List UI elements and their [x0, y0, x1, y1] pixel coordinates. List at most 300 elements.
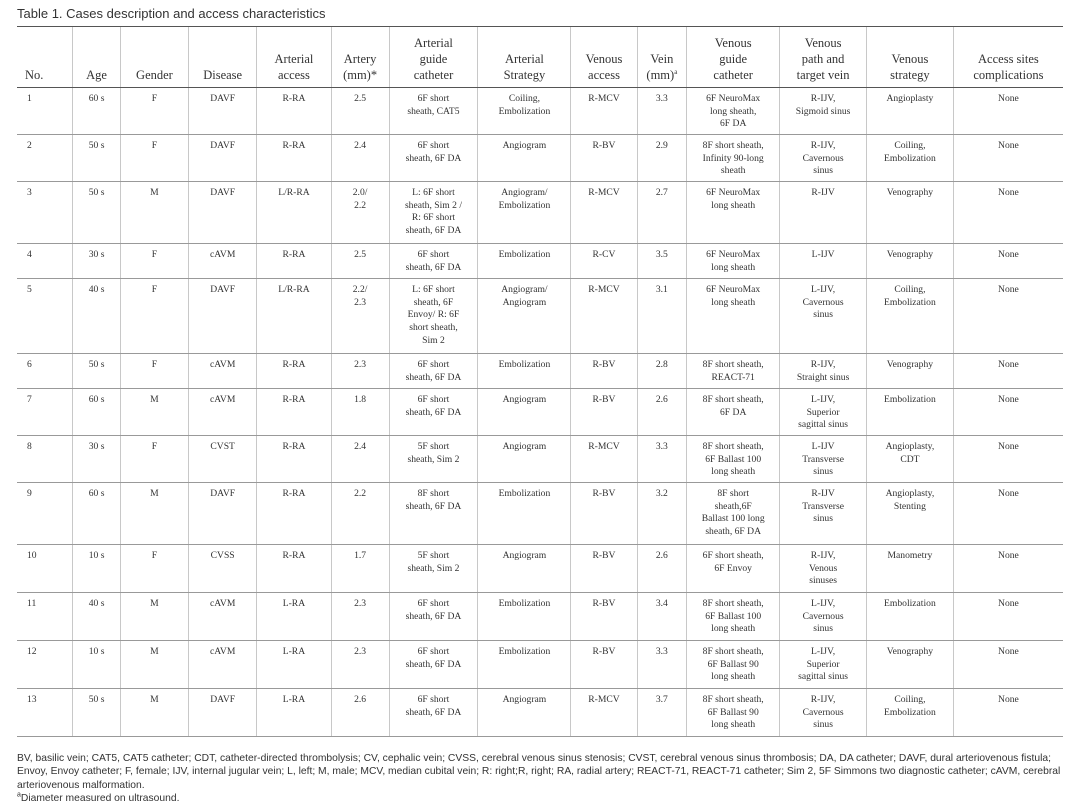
cell-artery-mm-line: 2.6	[354, 694, 367, 705]
header-arterial-access-line: Arterial	[274, 52, 314, 66]
cell-artery-mm	[331, 182, 389, 244]
cell-venous-guide-catheter-line: 6F Ballast 90	[707, 658, 759, 670]
cell-complications	[953, 689, 1063, 737]
header-arterial-strategy-line: Arterial	[504, 52, 544, 66]
cell-complications	[953, 354, 1063, 389]
cell-disease-line: cAVM	[209, 359, 236, 370]
cell-arterial-strategy	[478, 389, 571, 436]
cell-venous-guide-catheter-line: 8F short sheath,	[702, 694, 764, 705]
cell-venous-strategy	[867, 689, 954, 737]
cell-vein-mm-line: 3.3	[655, 93, 668, 104]
cell-venous-guide-catheter-line: long sheath	[711, 296, 756, 308]
cell-no	[17, 354, 73, 389]
header-arterial-guide-catheter-line: guide	[419, 52, 448, 66]
cell-no-line: 2	[27, 140, 32, 151]
cell-venous-strategy-line: Embolization	[884, 706, 936, 718]
cell-venous-strategy-line: Angioplasty,	[885, 488, 935, 499]
header-disease	[189, 27, 257, 88]
cell-venous-path-line: R-IJV,	[810, 93, 836, 104]
cell-venous-path-line: sinus	[813, 165, 833, 177]
cell-venous-path	[780, 88, 867, 135]
header-complications-line: complications	[973, 68, 1044, 82]
cell-venous-guide-catheter-line: long sheath	[711, 623, 756, 635]
cell-disease-line: cAVM	[209, 598, 236, 609]
cell-arterial-strategy	[478, 593, 571, 641]
cell-arterial-access-line: R-RA	[282, 394, 306, 405]
cell-artery-mm-line: 2.3	[354, 646, 367, 657]
table-footnote	[17, 752, 1063, 806]
cell-venous-guide-catheter-line: 8F short sheath,	[702, 140, 764, 151]
cell-artery-mm-line: 1.8	[354, 394, 367, 405]
cell-age-line: 10 s	[88, 550, 105, 561]
cell-arterial-guide-catheter-line: sheath, 6F DA	[405, 706, 462, 718]
cell-arterial-guide-catheter-line: 6F short	[417, 359, 450, 370]
header-arterial-guide-catheter	[389, 27, 478, 88]
cell-venous-guide-catheter-line: 6F NeuroMax	[706, 93, 761, 104]
cell-venous-access	[571, 641, 637, 689]
cell-venous-path-line: Cavernous	[802, 152, 844, 164]
cell-no-line: 6	[27, 359, 32, 370]
cell-artery-mm-line: 2.2	[354, 488, 367, 499]
cell-age	[73, 354, 121, 389]
cell-venous-access-line: R-MCV	[588, 441, 620, 452]
cell-venous-guide-catheter-line: 6F short sheath,	[702, 550, 764, 561]
header-venous-strategy	[867, 27, 954, 88]
cell-arterial-strategy-line: Angiogram	[502, 441, 547, 452]
cell-venous-path-line: R-IJV,	[810, 550, 836, 561]
cell-no	[17, 545, 73, 593]
cell-no	[17, 182, 73, 244]
cell-arterial-guide-catheter-line: L: 6F short	[412, 284, 455, 295]
cell-age-line: 50 s	[88, 187, 105, 198]
cell-artery-mm	[331, 135, 389, 182]
cell-arterial-guide-catheter-line: Sim 2	[422, 334, 445, 346]
cell-vein-mm	[637, 354, 687, 389]
cell-arterial-guide-catheter-line: sheath, 6F DA	[405, 152, 462, 164]
cell-vein-mm	[637, 483, 687, 545]
cell-venous-path-line: Transverse	[802, 500, 844, 512]
cell-gender	[120, 244, 188, 279]
cell-arterial-guide-catheter-line: sheath, 6F DA	[405, 224, 462, 236]
cell-arterial-access-line: L/R-RA	[278, 187, 310, 198]
cell-vein-mm-line: 2.9	[655, 140, 668, 151]
cell-venous-access	[571, 88, 637, 135]
header-arterial-access-line: access	[277, 68, 310, 82]
cell-arterial-guide-catheter-line: sheath, 6F DA	[405, 406, 462, 418]
table-row	[17, 135, 1063, 182]
cell-arterial-guide-catheter	[389, 689, 478, 737]
cell-venous-access-line: R-BV	[592, 394, 616, 405]
cell-arterial-strategy	[478, 641, 571, 689]
cell-disease-line: DAVF	[210, 187, 236, 198]
cell-venous-guide-catheter	[687, 436, 780, 483]
table-row	[17, 689, 1063, 737]
cell-venous-access-line: R-MCV	[588, 694, 620, 705]
cell-arterial-access-line: L-RA	[282, 694, 306, 705]
cell-venous-path-line: sagittal sinus	[798, 671, 849, 683]
cell-complications	[953, 88, 1063, 135]
cell-venous-path	[780, 483, 867, 545]
cell-venous-access-line: R-MCV	[588, 284, 620, 295]
cell-disease	[189, 354, 257, 389]
cell-age	[73, 389, 121, 436]
cell-venous-strategy	[867, 354, 954, 389]
footnote-abbreviations: BV, basilic vein; CAT5, CAT5 catheter; CDT, catheter-directed thrombolysis; CV, cephalic vein; CVSS, cerebral venous sinus stenosis; CVST, cerebral venous sinus thrombosis; DA, DA catheter; DAVF, dural arteriovenous fistula; Envoy, Envoy catheter; F, female; IJV, internal jugular vein; L, left; M, male; MCV, median cubital vein; R: right;R, right; RA, radial artery; REACT-71, REACT-71 catheter; Sim 2, 5F Simmons two diagnostic catheter; cAVM, cerebral arteriovenous malformation.	[17, 753, 1061, 791]
cell-gender	[120, 279, 188, 354]
cell-arterial-access	[257, 545, 331, 593]
cell-arterial-strategy	[478, 545, 571, 593]
cell-arterial-guide-catheter-line: 6F short	[417, 140, 450, 151]
cell-arterial-strategy-line: Angiogram/	[501, 284, 548, 295]
cell-venous-strategy-line: Embolization	[884, 152, 936, 164]
cell-age	[73, 483, 121, 545]
cell-arterial-strategy-line: Embolization	[498, 598, 551, 609]
table-row	[17, 88, 1063, 135]
cell-vein-mm	[637, 279, 687, 354]
cell-arterial-access	[257, 641, 331, 689]
cell-arterial-access-line: R-RA	[282, 249, 306, 260]
cell-venous-guide-catheter-line: 6F NeuroMax	[706, 284, 761, 295]
cell-venous-strategy	[867, 436, 954, 483]
cell-disease-line: DAVF	[210, 93, 236, 104]
cell-venous-path-line: Cavernous	[802, 610, 844, 622]
cell-venous-path-line: L-IJV,	[811, 394, 836, 405]
header-age	[73, 27, 121, 88]
cell-gender-line: M	[150, 694, 159, 705]
cell-arterial-guide-catheter-line: sheath, Sim 2 /	[404, 199, 462, 211]
cell-venous-guide-catheter-line: sheath	[720, 165, 746, 177]
cell-venous-path-line: L-IJV	[811, 249, 835, 260]
cell-artery-mm-line: 2.2	[354, 199, 367, 211]
header-venous-access-line: Venous	[585, 52, 623, 66]
cell-vein-mm	[637, 545, 687, 593]
header-no-line: No.	[25, 68, 44, 82]
cell-arterial-strategy-line: Embolization	[498, 488, 551, 499]
cell-arterial-access	[257, 389, 331, 436]
footnote-superscript: a	[17, 791, 21, 799]
cell-venous-guide-catheter-line: 6F Ballast 100	[705, 610, 762, 622]
cell-artery-mm	[331, 244, 389, 279]
cell-disease	[189, 182, 257, 244]
cell-venous-path-line: Superior	[806, 658, 840, 670]
header-arterial-guide-catheter-line: Arterial	[414, 36, 453, 50]
cell-vein-mm-line: 2.6	[655, 394, 668, 405]
cell-no-line: 3	[27, 187, 32, 198]
table-caption: Table 1. Cases description and access characteristics	[17, 6, 326, 21]
cell-complications	[953, 244, 1063, 279]
cell-venous-guide-catheter-line: 6F NeuroMax	[706, 187, 761, 198]
cell-venous-access-line: R-BV	[592, 488, 616, 499]
cell-venous-path-line: L-IJV	[811, 441, 835, 452]
cell-artery-mm-line: 2.4	[354, 441, 367, 452]
cell-age-line: 30 s	[88, 249, 105, 260]
cell-vein-mm	[637, 88, 687, 135]
header-arterial-strategy-line: Strategy	[503, 68, 546, 82]
cell-venous-access	[571, 182, 637, 244]
cell-venous-guide-catheter-line: REACT-71	[711, 371, 755, 383]
cell-vein-mm-line: 3.7	[655, 694, 668, 705]
cell-arterial-access-line: R-RA	[282, 488, 306, 499]
header-venous-access-line: access	[588, 68, 620, 82]
header-arterial-access	[257, 27, 331, 88]
cell-gender	[120, 436, 188, 483]
cell-venous-access-line: R-MCV	[588, 187, 620, 198]
cell-venous-strategy-line: Embolization	[884, 296, 936, 308]
cell-venous-guide-catheter-line: long sheath	[711, 671, 756, 683]
cell-arterial-guide-catheter-line: 6F short	[417, 694, 450, 705]
header-arterial-strategy	[478, 27, 571, 88]
table-row	[17, 593, 1063, 641]
cell-arterial-guide-catheter	[389, 182, 478, 244]
cell-venous-strategy-line: Venography	[886, 359, 934, 370]
cell-arterial-guide-catheter	[389, 135, 478, 182]
header-gender-line: Gender	[136, 68, 173, 82]
cell-age-line: 50 s	[88, 359, 105, 370]
cell-venous-strategy	[867, 182, 954, 244]
cell-vein-mm-line: 2.7	[655, 187, 668, 198]
cell-vein-mm-line: 3.3	[655, 646, 668, 657]
cell-arterial-guide-catheter-line: sheath, Sim 2	[407, 562, 460, 574]
cell-arterial-guide-catheter-line: sheath, CAT5	[407, 105, 460, 117]
cell-arterial-guide-catheter	[389, 88, 478, 135]
cell-venous-guide-catheter-line: sheath, 6F DA	[705, 525, 762, 537]
cell-venous-guide-catheter-line: 8F short sheath,	[702, 598, 764, 609]
cell-venous-guide-catheter-line: Infinity 90-long	[702, 152, 764, 164]
cell-arterial-guide-catheter-line: sheath, 6F DA	[405, 610, 462, 622]
cell-no	[17, 483, 73, 545]
cell-arterial-guide-catheter-line: sheath, 6F DA	[405, 261, 462, 273]
cell-vein-mm-line: 3.4	[655, 598, 668, 609]
cell-arterial-strategy-line: Coiling,	[508, 93, 540, 104]
cell-arterial-guide-catheter	[389, 436, 478, 483]
header-complications-line: Access sites	[978, 52, 1039, 66]
cell-venous-guide-catheter	[687, 279, 780, 354]
header-vein-mm	[637, 27, 687, 88]
cell-venous-access	[571, 279, 637, 354]
cell-venous-strategy-line: Angioplasty	[886, 93, 934, 104]
cell-venous-path	[780, 545, 867, 593]
cell-no-line: 10	[27, 550, 37, 561]
cell-venous-access-line: R-BV	[592, 550, 616, 561]
cell-venous-path	[780, 182, 867, 244]
header-venous-guide-catheter-line: catheter	[713, 68, 753, 82]
cell-vein-mm	[637, 689, 687, 737]
cell-venous-guide-catheter-line: 8F short sheath,	[702, 646, 764, 657]
cell-venous-path	[780, 244, 867, 279]
header-disease-line: Disease	[203, 68, 243, 82]
cell-venous-path-line: sagittal sinus	[798, 419, 849, 431]
cell-venous-access	[571, 593, 637, 641]
cell-arterial-guide-catheter-line: sheath, 6F DA	[405, 658, 462, 670]
cell-gender-line: F	[151, 550, 158, 561]
cell-arterial-guide-catheter	[389, 641, 478, 689]
cell-venous-path-line: sinuses	[809, 575, 837, 587]
cell-age-line: 30 s	[88, 441, 105, 452]
cell-arterial-guide-catheter-line: L: 6F short	[412, 187, 455, 198]
footnote-diameter: Diameter measured on ultrasound.	[20, 793, 180, 805]
cell-age-line: 40 s	[88, 598, 105, 609]
table-row	[17, 436, 1063, 483]
cell-arterial-guide-catheter	[389, 279, 478, 354]
cell-arterial-strategy-line: Angiogram	[502, 694, 547, 705]
cell-arterial-guide-catheter-line: sheath, 6F DA	[405, 500, 462, 512]
cell-complications-line: None	[998, 187, 1019, 198]
table-row	[17, 244, 1063, 279]
cell-venous-strategy-line: Coiling,	[894, 694, 926, 705]
cell-vein-mm	[637, 641, 687, 689]
cell-venous-path	[780, 279, 867, 354]
header-complications	[953, 27, 1063, 88]
cell-artery-mm	[331, 641, 389, 689]
cell-venous-guide-catheter-line: 6F DA	[719, 406, 747, 418]
cell-vein-mm	[637, 389, 687, 436]
cell-disease-line: CVST	[210, 441, 235, 452]
cell-venous-path-line: R-IJV	[811, 187, 835, 198]
cell-no-line: 7	[27, 394, 32, 405]
cell-venous-access-line: R-MCV	[588, 93, 620, 104]
cell-disease-line: DAVF	[210, 140, 236, 151]
cell-arterial-access-line: L-RA	[282, 646, 306, 657]
cell-arterial-access	[257, 182, 331, 244]
cell-artery-mm-line: 2.5	[354, 249, 367, 260]
cell-venous-guide-catheter	[687, 641, 780, 689]
cell-venous-strategy-line: Venography	[886, 646, 934, 657]
header-venous-guide-catheter	[687, 27, 780, 88]
cell-complications-line: None	[998, 598, 1019, 609]
cell-gender-line: F	[151, 359, 158, 370]
cell-venous-strategy-line: Manometry	[887, 550, 933, 561]
header-artery-mm-line: (mm)*	[343, 68, 378, 82]
cell-arterial-guide-catheter-line: 6F short	[417, 249, 450, 260]
cell-age-line: 50 s	[88, 140, 105, 151]
cell-venous-path-line: R-IJV,	[810, 694, 836, 705]
cell-age	[73, 593, 121, 641]
cell-venous-guide-catheter	[687, 593, 780, 641]
cell-venous-guide-catheter-line: 6F NeuroMax	[706, 249, 761, 260]
cell-venous-path-line: L-IJV,	[811, 284, 836, 295]
cell-artery-mm	[331, 279, 389, 354]
cell-age	[73, 88, 121, 135]
cell-gender-line: M	[150, 187, 159, 198]
cell-gender-line: F	[151, 284, 158, 295]
cell-arterial-guide-catheter-line: Envoy/ R: 6F	[407, 309, 460, 321]
cell-age-line: 60 s	[88, 488, 105, 499]
cell-artery-mm-line: 2.3	[354, 296, 367, 308]
cell-venous-guide-catheter-line: 6F Ballast 90	[707, 706, 759, 718]
header-vein-mm-line: Vein	[650, 52, 674, 66]
cell-venous-access-line: R-BV	[592, 359, 616, 370]
cell-venous-access	[571, 389, 637, 436]
cell-artery-mm-line: 2.2/	[352, 284, 368, 295]
table-row	[17, 545, 1063, 593]
cell-venous-strategy	[867, 135, 954, 182]
cell-disease	[189, 135, 257, 182]
cell-arterial-strategy-line: Embolization	[498, 359, 551, 370]
cell-age-line: 40 s	[88, 284, 105, 295]
cell-arterial-guide-catheter-line: 6F short	[417, 598, 450, 609]
table-row	[17, 354, 1063, 389]
header-venous-path	[780, 27, 867, 88]
cell-gender	[120, 354, 188, 389]
cell-artery-mm	[331, 389, 389, 436]
cell-no	[17, 279, 73, 354]
cell-venous-access-line: R-BV	[592, 140, 616, 151]
cell-arterial-guide-catheter	[389, 389, 478, 436]
cell-venous-access	[571, 689, 637, 737]
cell-venous-guide-catheter-line: sheath,6F	[714, 500, 752, 512]
cell-gender	[120, 135, 188, 182]
cell-no-line: 8	[27, 441, 32, 452]
cell-gender-line: M	[150, 394, 159, 405]
header-venous-strategy-line: Venous	[891, 52, 929, 66]
cell-venous-strategy	[867, 483, 954, 545]
cell-arterial-guide-catheter-line: sheath, 6F	[413, 296, 454, 308]
cell-complications	[953, 483, 1063, 545]
cell-no	[17, 244, 73, 279]
cell-disease	[189, 279, 257, 354]
cell-venous-guide-catheter-line: 6F Envoy	[714, 562, 752, 574]
cell-arterial-strategy-line: Embolization	[498, 105, 551, 117]
cell-gender	[120, 389, 188, 436]
cell-no	[17, 641, 73, 689]
cell-arterial-guide-catheter-line: 5F short	[417, 441, 450, 452]
cell-disease	[189, 545, 257, 593]
cell-venous-strategy-line: Stenting	[893, 500, 926, 512]
cell-disease-line: DAVF	[210, 694, 236, 705]
header-vein-superscript: a	[674, 67, 678, 76]
table-header-row	[17, 27, 1063, 88]
footnote-diameter-line	[17, 792, 1063, 805]
cell-venous-guide-catheter-line: long sheath	[711, 199, 756, 211]
cell-arterial-strategy	[478, 483, 571, 545]
cell-gender	[120, 182, 188, 244]
cell-artery-mm-line: 2.3	[354, 598, 367, 609]
cell-arterial-strategy-line: Embolization	[498, 249, 551, 260]
cell-vein-mm-line: 3.3	[655, 441, 668, 452]
cell-age	[73, 436, 121, 483]
cell-disease	[189, 436, 257, 483]
cell-vein-mm-line: 3.5	[655, 249, 668, 260]
cell-venous-path-line: Venous	[808, 562, 838, 574]
cell-vein-mm	[637, 182, 687, 244]
cell-no-line: 13	[27, 694, 37, 705]
cell-venous-access	[571, 135, 637, 182]
cell-venous-path-line: Cavernous	[802, 706, 844, 718]
cell-venous-strategy	[867, 593, 954, 641]
cell-complications	[953, 545, 1063, 593]
cell-venous-access-line: R-BV	[592, 646, 616, 657]
cell-venous-path	[780, 354, 867, 389]
cell-venous-access-line: R-CV	[592, 249, 616, 260]
cell-venous-strategy	[867, 641, 954, 689]
cell-complications-line: None	[998, 249, 1019, 260]
cell-venous-path-line: Sigmoid sinus	[795, 105, 851, 117]
cell-complications-line: None	[998, 441, 1019, 452]
cell-complications	[953, 182, 1063, 244]
table-row	[17, 389, 1063, 436]
cell-arterial-access-line: R-RA	[282, 140, 306, 151]
cell-artery-mm	[331, 88, 389, 135]
cell-arterial-access-line: R-RA	[282, 550, 306, 561]
cell-arterial-guide-catheter-line: 6F short	[417, 394, 450, 405]
cell-venous-access-line: R-BV	[592, 598, 616, 609]
cell-venous-strategy-line: Angioplasty,	[885, 441, 935, 452]
cell-complications-line: None	[998, 394, 1019, 405]
table-body	[17, 88, 1063, 737]
cell-venous-guide-catheter	[687, 483, 780, 545]
cell-venous-path-line: sinus	[813, 466, 833, 478]
cell-arterial-access	[257, 689, 331, 737]
